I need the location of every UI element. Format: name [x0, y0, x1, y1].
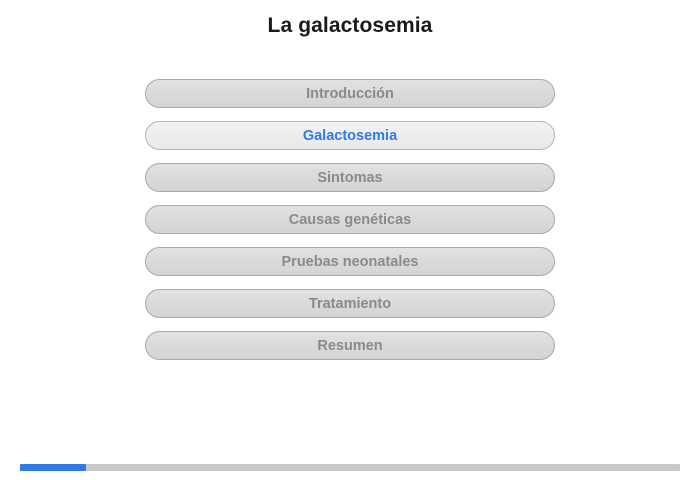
menu-item-pruebas-neonatales[interactable]: [145, 247, 555, 276]
menu-item-label: Resumen: [317, 338, 383, 354]
menu-item-galactosemia[interactable]: [145, 121, 555, 150]
menu-item-label: Causas genéticas: [288, 212, 412, 228]
progress-bar[interactable]: [20, 464, 680, 471]
menu-item-label: Pruebas neonatales: [281, 254, 419, 270]
section-menu: [0, 79, 700, 373]
menu-item-label: Tratamiento: [308, 296, 392, 312]
menu-item-resumen[interactable]: [145, 331, 555, 360]
menu-item-introduccion[interactable]: [145, 79, 555, 108]
menu-item-label: Galactosemia: [302, 128, 398, 144]
menu-item-sintomas[interactable]: [145, 163, 555, 192]
menu-item-label: Sintomas: [317, 170, 383, 186]
page-title: La galactosemia: [267, 14, 433, 37]
menu-item-causas-geneticas[interactable]: [145, 205, 555, 234]
progress-bar-fill: [20, 464, 86, 471]
menu-item-tratamiento[interactable]: [145, 289, 555, 318]
menu-item-label: Introducción: [306, 86, 394, 102]
